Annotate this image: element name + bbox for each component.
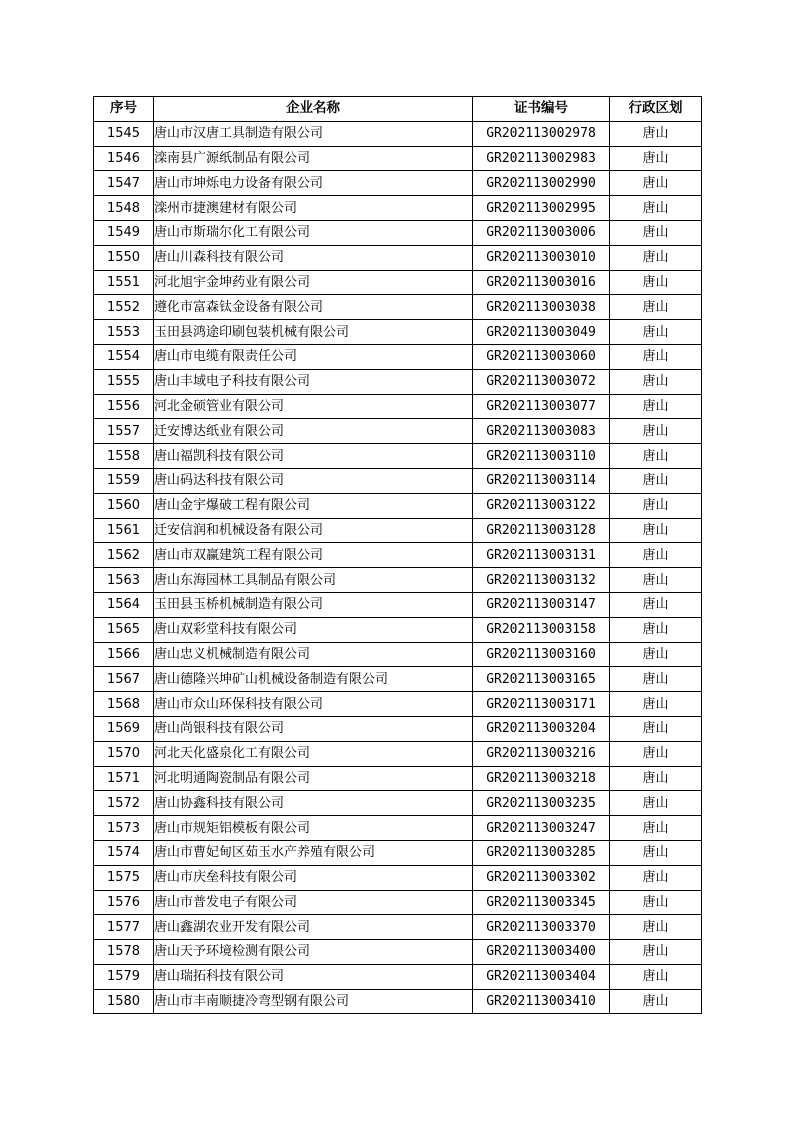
certificate-number-cell: GR202113003016 <box>473 270 610 295</box>
table-row <box>94 568 702 593</box>
region-cell: 唐山 <box>610 320 702 345</box>
seq-cell: 1549 <box>94 220 154 245</box>
certificate-number-cell: GR202113003400 <box>473 940 610 965</box>
region-cell: 唐山 <box>610 816 702 841</box>
seq-cell: 1578 <box>94 940 154 965</box>
table-row <box>94 667 702 692</box>
region-cell: 唐山 <box>610 568 702 593</box>
company-name-cell: 唐山市坤烁电力设备有限公司 <box>154 171 473 196</box>
company-name-cell: 唐山川森科技有限公司 <box>154 245 473 270</box>
seq-cell: 1568 <box>94 692 154 717</box>
certificate-number-cell: GR202113003110 <box>473 444 610 469</box>
region-cell: 唐山 <box>610 716 702 741</box>
certificate-number-cell: GR202113002990 <box>473 171 610 196</box>
certificate-number-cell: GR202113003038 <box>473 295 610 320</box>
company-name-cell: 滦南县广源纸制品有限公司 <box>154 146 473 171</box>
region-cell: 唐山 <box>610 419 702 444</box>
seq-cell: 1575 <box>94 865 154 890</box>
table-row <box>94 915 702 940</box>
company-name-cell: 河北天化盛泉化工有限公司 <box>154 741 473 766</box>
certificate-number-cell: GR202113003247 <box>473 816 610 841</box>
company-name-cell: 玉田县鸿途印刷包装机械有限公司 <box>154 320 473 345</box>
region-cell: 唐山 <box>610 989 702 1014</box>
certificate-number-cell: GR202113003158 <box>473 617 610 642</box>
enterprise-table <box>93 96 702 1014</box>
company-name-cell: 玉田县玉桥机械制造有限公司 <box>154 592 473 617</box>
table-row <box>94 791 702 816</box>
certificate-number-cell: GR202113002995 <box>473 196 610 221</box>
region-cell: 唐山 <box>610 444 702 469</box>
company-name-cell: 唐山东海园林工具制品有限公司 <box>154 568 473 593</box>
table-row <box>94 716 702 741</box>
certificate-number-cell: GR202113003077 <box>473 394 610 419</box>
certificate-number-cell: GR202113003083 <box>473 419 610 444</box>
table-row <box>94 369 702 394</box>
region-cell: 唐山 <box>610 270 702 295</box>
seq-cell: 1552 <box>94 295 154 320</box>
header-seq: 序号 <box>94 97 154 122</box>
seq-cell: 1580 <box>94 989 154 1014</box>
seq-cell: 1569 <box>94 716 154 741</box>
certificate-number-cell: GR202113003072 <box>473 369 610 394</box>
seq-cell: 1548 <box>94 196 154 221</box>
region-cell: 唐山 <box>610 543 702 568</box>
company-name-cell: 唐山市众山环保科技有限公司 <box>154 692 473 717</box>
seq-cell: 1577 <box>94 915 154 940</box>
header-region: 行政区划 <box>610 97 702 122</box>
seq-cell: 1554 <box>94 344 154 369</box>
seq-cell: 1579 <box>94 964 154 989</box>
certificate-number-cell: GR202113003006 <box>473 220 610 245</box>
region-cell: 唐山 <box>610 617 702 642</box>
table-row <box>94 989 702 1014</box>
seq-cell: 1564 <box>94 592 154 617</box>
certificate-number-cell: GR202113003114 <box>473 468 610 493</box>
certificate-number-cell: GR202113002978 <box>473 121 610 146</box>
company-name-cell: 迁安信润和机械设备有限公司 <box>154 518 473 543</box>
company-name-cell: 河北金硕管业有限公司 <box>154 394 473 419</box>
region-cell: 唐山 <box>610 171 702 196</box>
seq-cell: 1571 <box>94 766 154 791</box>
seq-cell: 1565 <box>94 617 154 642</box>
table-row <box>94 518 702 543</box>
region-cell: 唐山 <box>610 890 702 915</box>
certificate-number-cell: GR202113002983 <box>473 146 610 171</box>
table-row <box>94 816 702 841</box>
table-row <box>94 419 702 444</box>
table-row <box>94 171 702 196</box>
company-name-cell: 迁安博达纸业有限公司 <box>154 419 473 444</box>
region-cell: 唐山 <box>610 518 702 543</box>
company-name-cell: 滦州市捷澳建材有限公司 <box>154 196 473 221</box>
company-name-cell: 唐山福凯科技有限公司 <box>154 444 473 469</box>
region-cell: 唐山 <box>610 940 702 965</box>
certificate-number-cell: GR202113003131 <box>473 543 610 568</box>
seq-cell: 1561 <box>94 518 154 543</box>
company-name-cell: 唐山协鑫科技有限公司 <box>154 791 473 816</box>
seq-cell: 1560 <box>94 493 154 518</box>
region-cell: 唐山 <box>610 667 702 692</box>
company-name-cell: 遵化市富森钛金设备有限公司 <box>154 295 473 320</box>
company-name-cell: 唐山鑫湖农业开发有限公司 <box>154 915 473 940</box>
region-cell: 唐山 <box>610 220 702 245</box>
seq-cell: 1559 <box>94 468 154 493</box>
region-cell: 唐山 <box>610 295 702 320</box>
region-cell: 唐山 <box>610 344 702 369</box>
certificate-number-cell: GR202113003132 <box>473 568 610 593</box>
company-name-cell: 唐山丰域电子科技有限公司 <box>154 369 473 394</box>
table-row <box>94 692 702 717</box>
seq-cell: 1563 <box>94 568 154 593</box>
table-row <box>94 220 702 245</box>
certificate-number-cell: GR202113003010 <box>473 245 610 270</box>
certificate-number-cell: GR202113003204 <box>473 716 610 741</box>
certificate-number-cell: GR202113003218 <box>473 766 610 791</box>
seq-cell: 1562 <box>94 543 154 568</box>
certificate-number-cell: GR202113003370 <box>473 915 610 940</box>
seq-cell: 1547 <box>94 171 154 196</box>
region-cell: 唐山 <box>610 468 702 493</box>
seq-cell: 1566 <box>94 642 154 667</box>
company-name-cell: 唐山天予环境检测有限公司 <box>154 940 473 965</box>
table-row <box>94 617 702 642</box>
company-name-cell: 唐山市丰南顺捷冷弯型钢有限公司 <box>154 989 473 1014</box>
company-name-cell: 河北旭宇金坤药业有限公司 <box>154 270 473 295</box>
seq-cell: 1557 <box>94 419 154 444</box>
table-row <box>94 344 702 369</box>
certificate-number-cell: GR202113003302 <box>473 865 610 890</box>
region-cell: 唐山 <box>610 369 702 394</box>
certificate-number-cell: GR202113003404 <box>473 964 610 989</box>
table-row <box>94 468 702 493</box>
seq-cell: 1550 <box>94 245 154 270</box>
seq-cell: 1576 <box>94 890 154 915</box>
region-cell: 唐山 <box>610 741 702 766</box>
table-row <box>94 146 702 171</box>
region-cell: 唐山 <box>610 146 702 171</box>
company-name-cell: 唐山尚银科技有限公司 <box>154 716 473 741</box>
table-row <box>94 741 702 766</box>
table-row <box>94 592 702 617</box>
certificate-number-cell: GR202113003049 <box>473 320 610 345</box>
seq-cell: 1551 <box>94 270 154 295</box>
certificate-number-cell: GR202113003235 <box>473 791 610 816</box>
table-row <box>94 320 702 345</box>
company-name-cell: 唐山市曹妃甸区茹玉水产养殖有限公司 <box>154 840 473 865</box>
table-row <box>94 295 702 320</box>
certificate-number-cell: GR202113003216 <box>473 741 610 766</box>
company-name-cell: 唐山市庆垒科技有限公司 <box>154 865 473 890</box>
region-cell: 唐山 <box>610 915 702 940</box>
seq-cell: 1570 <box>94 741 154 766</box>
seq-cell: 1574 <box>94 840 154 865</box>
table-row <box>94 964 702 989</box>
table-row <box>94 890 702 915</box>
region-cell: 唐山 <box>610 493 702 518</box>
table-row <box>94 121 702 146</box>
company-name-cell: 唐山市斯瑞尔化工有限公司 <box>154 220 473 245</box>
header-certificate-number: 证书编号 <box>473 97 610 122</box>
certificate-number-cell: GR202113003122 <box>473 493 610 518</box>
table-row <box>94 766 702 791</box>
company-name-cell: 唐山市汉唐工具制造有限公司 <box>154 121 473 146</box>
certificate-number-cell: GR202113003128 <box>473 518 610 543</box>
table-row <box>94 196 702 221</box>
certificate-number-cell: GR202113003165 <box>473 667 610 692</box>
region-cell: 唐山 <box>610 964 702 989</box>
table-row <box>94 394 702 419</box>
certificate-number-cell: GR202113003160 <box>473 642 610 667</box>
table-row <box>94 245 702 270</box>
seq-cell: 1572 <box>94 791 154 816</box>
table-row <box>94 940 702 965</box>
company-name-cell: 唐山市电缆有限责任公司 <box>154 344 473 369</box>
table-row <box>94 840 702 865</box>
company-name-cell: 唐山双彩堂科技有限公司 <box>154 617 473 642</box>
table-row <box>94 444 702 469</box>
region-cell: 唐山 <box>610 394 702 419</box>
company-name-cell: 唐山德隆兴坤矿山机械设备制造有限公司 <box>154 667 473 692</box>
region-cell: 唐山 <box>610 865 702 890</box>
company-name-cell: 唐山码达科技有限公司 <box>154 468 473 493</box>
region-cell: 唐山 <box>610 840 702 865</box>
company-name-cell: 唐山忠义机械制造有限公司 <box>154 642 473 667</box>
table-body <box>94 121 702 1014</box>
region-cell: 唐山 <box>610 121 702 146</box>
region-cell: 唐山 <box>610 791 702 816</box>
certificate-number-cell: GR202113003147 <box>473 592 610 617</box>
company-name-cell: 唐山市双赢建筑工程有限公司 <box>154 543 473 568</box>
region-cell: 唐山 <box>610 245 702 270</box>
company-name-cell: 唐山市普发电子有限公司 <box>154 890 473 915</box>
table-row <box>94 543 702 568</box>
header-company-name: 企业名称 <box>154 97 473 122</box>
table-row <box>94 493 702 518</box>
company-name-cell: 唐山金宇爆破工程有限公司 <box>154 493 473 518</box>
seq-cell: 1558 <box>94 444 154 469</box>
certificate-number-cell: GR202113003410 <box>473 989 610 1014</box>
company-name-cell: 唐山瑞拓科技有限公司 <box>154 964 473 989</box>
seq-cell: 1546 <box>94 146 154 171</box>
certificate-number-cell: GR202113003171 <box>473 692 610 717</box>
table-header-row <box>94 97 702 122</box>
certificate-number-cell: GR202113003060 <box>473 344 610 369</box>
region-cell: 唐山 <box>610 766 702 791</box>
seq-cell: 1556 <box>94 394 154 419</box>
seq-cell: 1555 <box>94 369 154 394</box>
company-name-cell: 河北明通陶瓷制品有限公司 <box>154 766 473 791</box>
region-cell: 唐山 <box>610 196 702 221</box>
seq-cell: 1553 <box>94 320 154 345</box>
seq-cell: 1545 <box>94 121 154 146</box>
certificate-number-cell: GR202113003345 <box>473 890 610 915</box>
seq-cell: 1567 <box>94 667 154 692</box>
table-row <box>94 642 702 667</box>
region-cell: 唐山 <box>610 642 702 667</box>
region-cell: 唐山 <box>610 592 702 617</box>
region-cell: 唐山 <box>610 692 702 717</box>
company-name-cell: 唐山市规矩铝模板有限公司 <box>154 816 473 841</box>
table-row <box>94 865 702 890</box>
table-row <box>94 270 702 295</box>
certificate-number-cell: GR202113003285 <box>473 840 610 865</box>
seq-cell: 1573 <box>94 816 154 841</box>
